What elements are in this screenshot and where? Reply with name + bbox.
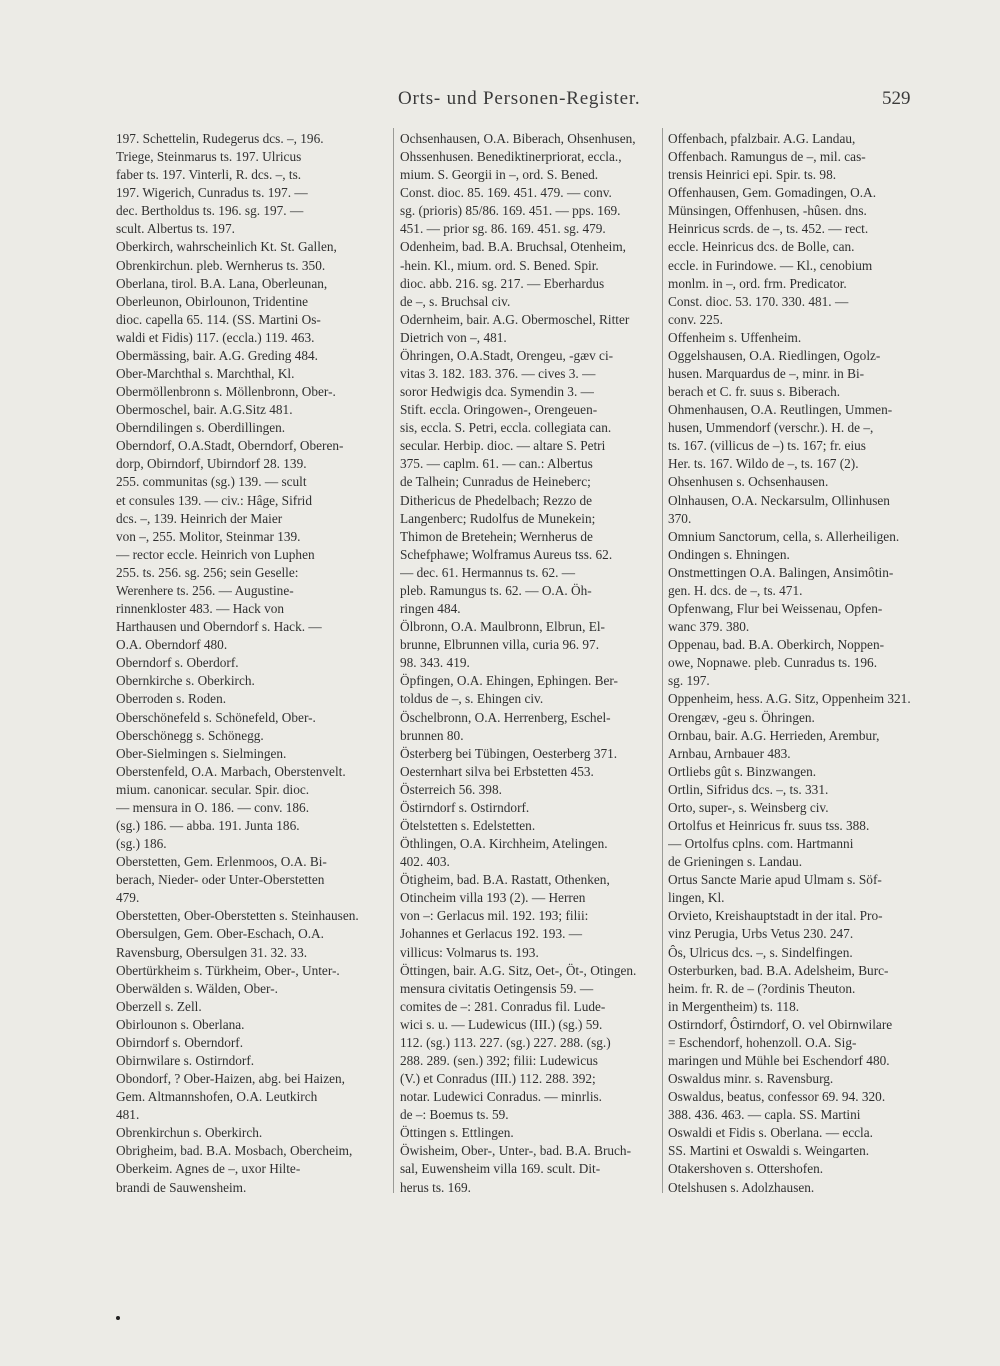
index-line: Oberndorf s. Oberdorf. [116, 655, 239, 671]
index-line: Ôs, Ulricus dcs. –, s. Sindelfingen. [668, 944, 853, 960]
index-line: Oberleunon, Obirlounon, Tridentine [116, 293, 309, 309]
index-line: soror Hedwigis dca. Symendin 3. — [400, 384, 594, 400]
index-line: lingen, Kl. [668, 890, 725, 906]
index-line: Obertürkheim s. Türkheim, Ober-, Unter-. [116, 962, 340, 978]
index-line: Stift. eccla. Oringowen-, Orengeuen- [400, 402, 598, 418]
index-line: de –: Boemus ts. 59. [400, 1107, 509, 1123]
index-line: heim. fr. R. de – (?ordinis Theuton. [668, 980, 856, 996]
index-line: Östirndorf s. Ostirndorf. [400, 799, 530, 815]
index-line: Offenheim s. Uffenheim. [668, 329, 802, 345]
index-line: waldi et Fidis) 117. (eccla.) 119. 463. [116, 329, 315, 345]
index-line: Ravensburg, Obersulgen 31. 32. 33. [116, 944, 308, 960]
index-line: 402. 403. [400, 854, 450, 870]
index-line: herus ts. 169. [400, 1179, 471, 1195]
index-line: husen. Marquardus de –, minr. in Bi- [668, 366, 865, 382]
index-line: Obernkirche s. Oberkirch. [116, 673, 255, 689]
index-line: 388. 436. 463. — capla. SS. Martini [668, 1107, 861, 1123]
index-line: Ohmenhausen, O.A. Reutlingen, Ummen- [668, 402, 893, 418]
index-line: — dec. 61. Hermannus ts. 62. — [400, 564, 576, 580]
index-line: toldus de –, s. Ehingen civ. [400, 691, 544, 707]
index-line: Ötigheim, bad. B.A. Rastatt, Othenken, [400, 872, 610, 888]
index-line: trensis Heinrici epi. Spir. ts. 98. [668, 167, 837, 183]
index-line: 197. Wigerich, Cunradus ts. 197. — [116, 185, 308, 201]
index-line: de –, s. Bruchsal civ. [400, 293, 511, 309]
index-line: Heinricus scrds. de –, ts. 452. — rect. [668, 221, 869, 237]
index-line: Thimon de Bretehein; Wernherus de [400, 528, 593, 544]
index-line: villicus: Volmarus ts. 193. [400, 944, 539, 960]
index-column-1 [116, 130, 388, 1197]
index-line: Obirnwilare s. Ostirndorf. [116, 1052, 255, 1068]
index-line: -hein. Kl., mium. ord. S. Bened. Spir. [400, 257, 599, 273]
index-line: (V.) et Conradus (III.) 112. 288. 392; [400, 1071, 596, 1087]
index-line: Oswaldus minr. s. Ravensburg. [668, 1071, 834, 1087]
index-line: dorp, Obirndorf, Ubirndorf 28. 139. [116, 456, 307, 472]
index-line: monlm. in –, ord. frm. Predicator. [668, 275, 847, 291]
index-line: pleb. Ramungus ts. 62. — O.A. Öh- [400, 582, 592, 598]
index-line: Ohssenhusen. Benediktinerpriorat, eccla., [400, 149, 622, 165]
index-line: — rector eccle. Heinrich von Luphen [116, 546, 315, 562]
index-line: dcs. –, 139. Heinrich der Maier [116, 510, 283, 526]
index-line: Ober-Marchthal s. Marchthal, Kl. [116, 366, 295, 382]
index-line: Offenbach, pfalzbair. A.G. Landau, [668, 131, 856, 146]
index-line: Otakershoven s. Ottershofen. [668, 1161, 824, 1177]
index-line: gen. H. dcs. de –, ts. 471. [668, 582, 803, 598]
index-line: Obrigheim, bad. B.A. Mosbach, Obercheim, [116, 1143, 353, 1159]
column-divider [662, 128, 663, 1193]
index-line: Ornbau, bair. A.G. Herrieden, Arembur, [668, 727, 880, 743]
index-line: Olnhausen, O.A. Neckarsulm, Ollinhusen [668, 492, 890, 508]
index-line: Öttingen s. Ettlingen. [400, 1125, 514, 1141]
page-title: Orts- und Personen-Register. [398, 88, 641, 109]
page-number: 529 [882, 88, 911, 109]
index-line: — Ortolfus cplns. com. Hartmanni [668, 836, 854, 852]
index-line: (sg.) 186. — abba. 191. Junta 186. [116, 817, 300, 833]
index-line: = Eschendorf, hohenzoll. O.A. Sig- [668, 1034, 857, 1050]
index-line: Öschelbronn, O.A. Herrenberg, Eschel- [400, 709, 611, 725]
index-line: Öttingen, bair. A.G. Sitz, Oet-, Öt-, Otingen. [400, 962, 637, 978]
index-line: in Mergentheim) ts. 118. [668, 998, 800, 1014]
index-line: husen, Ummendorf (verschr.). H. de –, [668, 420, 874, 436]
index-line: ts. 167. (villicus de –) ts. 167; fr. eius [668, 438, 866, 454]
index-line: Ortolfus et Heinricus fr. suus tss. 388. [668, 817, 870, 833]
index-line: Oberstenfeld, O.A. Marbach, Oberstenvelt. [116, 763, 346, 779]
index-line: Oberstetten, Ober-Oberstetten s. Steinhausen. [116, 908, 359, 924]
index-line: Arnbau, Arnbauer 483. [668, 745, 791, 761]
index-line: Orvieto, Kreishauptstadt in der ital. Pro- [668, 908, 883, 924]
index-line: Const. dioc. 85. 169. 451. 479. — conv. [400, 185, 612, 201]
index-line: Oberndorf, O.A.Stadt, Oberndorf, Oberen- [116, 438, 344, 454]
index-line: Ötelstetten s. Edelstetten. [400, 817, 536, 833]
index-line: Ortus Sancte Marie apud Ulmam s. Söf- [668, 872, 882, 888]
index-line: brunnen 80. [400, 727, 464, 743]
index-line: (sg.) 186. [116, 836, 167, 852]
index-line: owe, Nopnawe. pleb. Cunradus ts. 196. [668, 655, 878, 671]
index-line: 370. [668, 510, 692, 526]
index-line: Onstmettingen O.A. Balingen, Ansimôtin- [668, 564, 894, 580]
index-line: Otincheim villa 193 (2). — Herren [400, 890, 586, 906]
index-line: Öthlingen, O.A. Kirchheim, Atelingen. [400, 836, 608, 852]
index-line: Oesternhart silva bei Erbstetten 453. [400, 763, 594, 779]
index-line: Triege, Steinmarus ts. 197. Ulricus [116, 149, 302, 165]
index-line: ringen 484. [400, 601, 461, 617]
index-line: Oppenheim, hess. A.G. Sitz, Oppenheim 321. [668, 691, 911, 707]
index-line: — mensura in O. 186. — conv. 186. [116, 799, 310, 815]
index-line: Obermöllenbronn s. Möllenbronn, Ober-. [116, 384, 336, 400]
index-column-2 [400, 130, 658, 1197]
index-line: Odernheim, bair. A.G. Obermoschel, Ritter [400, 311, 630, 327]
index-line: Obrenkirchun s. Oberkirch. [116, 1125, 263, 1141]
index-line: brunne, Elbrunnen villa, curia 96. 97. [400, 637, 600, 653]
index-line: Oppenau, bad. B.A. Oberkirch, Noppen- [668, 637, 885, 653]
index-line: notar. Ludewici Conradus. — minrlis. [400, 1089, 603, 1105]
index-line: Ölbronn, O.A. Maulbronn, Elbrun, El- [400, 619, 605, 635]
index-line: 451. — prior sg. 86. 169. 451. sg. 479. [400, 221, 606, 237]
index-line: Gem. Altmannshofen, O.A. Leutkirch [116, 1089, 318, 1105]
index-line: dec. Bertholdus ts. 196. sg. 197. — [116, 203, 304, 219]
index-line: Österberg bei Tübingen, Oesterberg 371. [400, 745, 618, 761]
index-line: Oberwälden s. Wälden, Ober-. [116, 980, 278, 996]
index-line: O.A. Oberndorf 480. [116, 637, 228, 653]
index-line: von –, 255. Molitor, Steinmar 139. [116, 528, 301, 544]
index-line: Oberschönefeld s. Schönefeld, Ober-. [116, 709, 316, 725]
index-line: Ober-Sielmingen s. Sielmingen. [116, 745, 287, 761]
index-line: sis, eccla. S. Petri, eccla. collegiata can. [400, 420, 612, 436]
index-line: rinnenkloster 483. — Hack von [116, 601, 285, 617]
index-line: 375. — caplm. 61. — can.: Albertus [400, 456, 593, 472]
index-line: brandi de Sauwensheim. [116, 1179, 247, 1195]
index-line: conv. 225. [668, 311, 723, 327]
index-line: berach et C. fr. suus s. Biberach. [668, 384, 841, 400]
index-line: Österreich 56. 398. [400, 781, 502, 797]
index-line: 288. 289. (sen.) 392; filii: Ludewicus [400, 1052, 598, 1068]
index-line: Omnium Sanctorum, cella, s. Allerheiligen. [668, 528, 900, 544]
index-line: Johannes et Gerlacus 192. 193. — [400, 926, 583, 942]
index-line: Oberroden s. Roden. [116, 691, 227, 707]
index-line: de Talhein; Cunradus de Heineberc; [400, 474, 591, 490]
index-line: Obersulgen, Gem. Ober-Eschach, O.A. [116, 926, 324, 942]
index-line: 255. communitas (sg.) 139. — scult [116, 474, 307, 490]
index-line: vinz Perugia, Urbs Vetus 230. 247. [668, 926, 854, 942]
index-line: eccle. in Furindowe. — Kl., cenobium [668, 257, 873, 273]
index-line: comites de –: 281. Conradus fil. Lude- [400, 998, 606, 1014]
index-line: 255. ts. 256. sg. 256; sein Geselle: [116, 564, 299, 580]
index-line: 197. Schettelin, Rudegerus dcs. –, 196. [116, 131, 324, 146]
index-line: Öwisheim, Ober-, Unter-, bad. B.A. Bruch- [400, 1143, 632, 1159]
index-line: Öhringen, O.A.Stadt, Orengeu, -gæv ci- [400, 347, 614, 363]
index-line: Oberlana, tirol. B.A. Lana, Oberleunan, [116, 275, 328, 291]
index-line: Oswaldus, beatus, confessor 69. 94. 320. [668, 1089, 886, 1105]
index-line: Obrenkirchun. pleb. Wernherus ts. 350. [116, 257, 326, 273]
index-line: Oberndilingen s. Oberdillingen. [116, 420, 286, 436]
index-line: Offenbach. Ramungus de –, mil. cas- [668, 149, 866, 165]
index-line: Oswaldi et Fidis s. Oberlana. — eccla. [668, 1125, 873, 1141]
index-line: mium. canonicar. secular. Spir. dioc. [116, 781, 310, 797]
index-line: Osterburken, bad. B.A. Adelsheim, Burc- [668, 962, 889, 978]
index-line: Oberzell s. Zell. [116, 998, 202, 1014]
index-line: Oberstetten, Gem. Erlenmoos, O.A. Bi- [116, 854, 327, 870]
index-line: Her. ts. 167. Wildo de –, ts. 167 (2). [668, 456, 859, 472]
index-line: 112. (sg.) 113. 227. (sg.) 227. 288. (sg.) [400, 1034, 611, 1050]
index-line: Const. dioc. 53. 170. 330. 481. — [668, 293, 849, 309]
index-line: wanc 379. 380. [668, 619, 750, 635]
index-line: sal, Euwensheim villa 169. scult. Dit- [400, 1161, 601, 1177]
index-line: Obermässing, bair. A.G. Greding 484. [116, 347, 319, 363]
index-line: Ondingen s. Ehningen. [668, 546, 790, 562]
index-line: Obirndorf s. Oberndorf. [116, 1034, 244, 1050]
index-line: Münsingen, Offenhusen, -hûsen. dns. [668, 203, 867, 219]
index-line: Schefphawe; Wolframus Aureus tss. 62. [400, 546, 613, 562]
index-line: Ortlin, Sifridus dcs. –, ts. 331. [668, 781, 829, 797]
index-line: maringen und Mühle bei Eschendorf 480. [668, 1052, 890, 1068]
ink-spot [116, 1316, 120, 1320]
index-line: Orengæv, -geu s. Öhringen. [668, 709, 815, 725]
index-line: Ortliebs gût s. Binzwangen. [668, 763, 817, 779]
index-line: sg. 197. [668, 673, 710, 689]
index-line: Harthausen und Oberndorf s. Hack. — [116, 619, 322, 635]
index-line: Opfenwang, Flur bei Weissenau, Opfen- [668, 601, 883, 617]
index-line: Oberkirch, wahrscheinlich Kt. St. Gallen, [116, 239, 337, 255]
index-line: Werenhere ts. 256. — Augustine- [116, 582, 294, 598]
column-divider [393, 128, 394, 1193]
index-line: secular. Herbip. dioc. — altare S. Petri [400, 438, 606, 454]
index-line: de Grieningen s. Landau. [668, 854, 803, 870]
index-line: et consules 139. — civ.: Hâge, Sifrid [116, 492, 312, 508]
index-line: Ostirndorf, Ôstirndorf, O. vel Obirnwilare [668, 1016, 893, 1032]
index-line: Orto, super-, s. Weinsberg civ. [668, 799, 829, 815]
index-line: Ochsenhausen, O.A. Biberach, Ohsenhusen, [400, 131, 636, 146]
index-line: Obondorf, ? Ober-Haizen, abg. bei Haizen, [116, 1071, 346, 1087]
index-line: mium. S. Georgii in –, ord. S. Bened. [400, 167, 599, 183]
index-line: sg. (prioris) 85/86. 169. 451. — pps. 169. [400, 203, 621, 219]
index-line: 479. [116, 890, 140, 906]
index-line: 98. 343. 419. [400, 655, 470, 671]
index-line: Odenheim, bad. B.A. Bruchsal, Otenheim, [400, 239, 627, 255]
index-line: Oberschönegg s. Schönegg. [116, 727, 264, 743]
index-line: 481. [116, 1107, 140, 1123]
index-line: mensura civitatis Oetingensis 59. — [400, 980, 594, 996]
index-line: Dietrich von –, 481. [400, 329, 507, 345]
index-line: Ohsenhusen s. Ochsenhausen. [668, 474, 829, 490]
index-line: scult. Albertus ts. 197. [116, 221, 235, 237]
index-line: Oberkeim. Agnes de –, uxor Hilte- [116, 1161, 301, 1177]
index-line: Offenhausen, Gem. Gomadingen, O.A. [668, 185, 877, 201]
index-line: Langenberc; Rudolfus de Munekein; [400, 510, 596, 526]
index-line: Obermoschel, bair. A.G.Sitz 481. [116, 402, 293, 418]
index-line: faber ts. 197. Vinterli, R. dcs. –, ts. [116, 167, 302, 183]
index-line: dioc. capella 65. 114. (SS. Martini Os- [116, 311, 321, 327]
index-line: dioc. abb. 216. sg. 217. — Eberhardus [400, 275, 605, 291]
index-line: vitas 3. 182. 183. 376. — cives 3. — [400, 366, 596, 382]
index-line: SS. Martini et Oswaldi s. Weingarten. [668, 1143, 870, 1159]
index-line: wici s. u. — Ludewicus (III.) (sg.) 59. [400, 1016, 603, 1032]
index-line: Öpfingen, O.A. Ehingen, Ephingen. Ber- [400, 673, 618, 689]
index-line: berach, Nieder- oder Unter-Oberstetten [116, 872, 325, 888]
index-column-3 [668, 130, 930, 1197]
index-line: Oggelshausen, O.A. Riedlingen, Ogolz- [668, 347, 881, 363]
index-line: Dithericus de Phedelbach; Rezzo de [400, 492, 592, 508]
index-line: eccle. Heinricus dcs. de Bolle, can. [668, 239, 855, 255]
index-line: Otelshusen s. Adolzhausen. [668, 1179, 815, 1195]
index-line: Obirlounon s. Oberlana. [116, 1016, 245, 1032]
index-line: von –: Gerlacus mil. 192. 193; filii: [400, 908, 589, 924]
